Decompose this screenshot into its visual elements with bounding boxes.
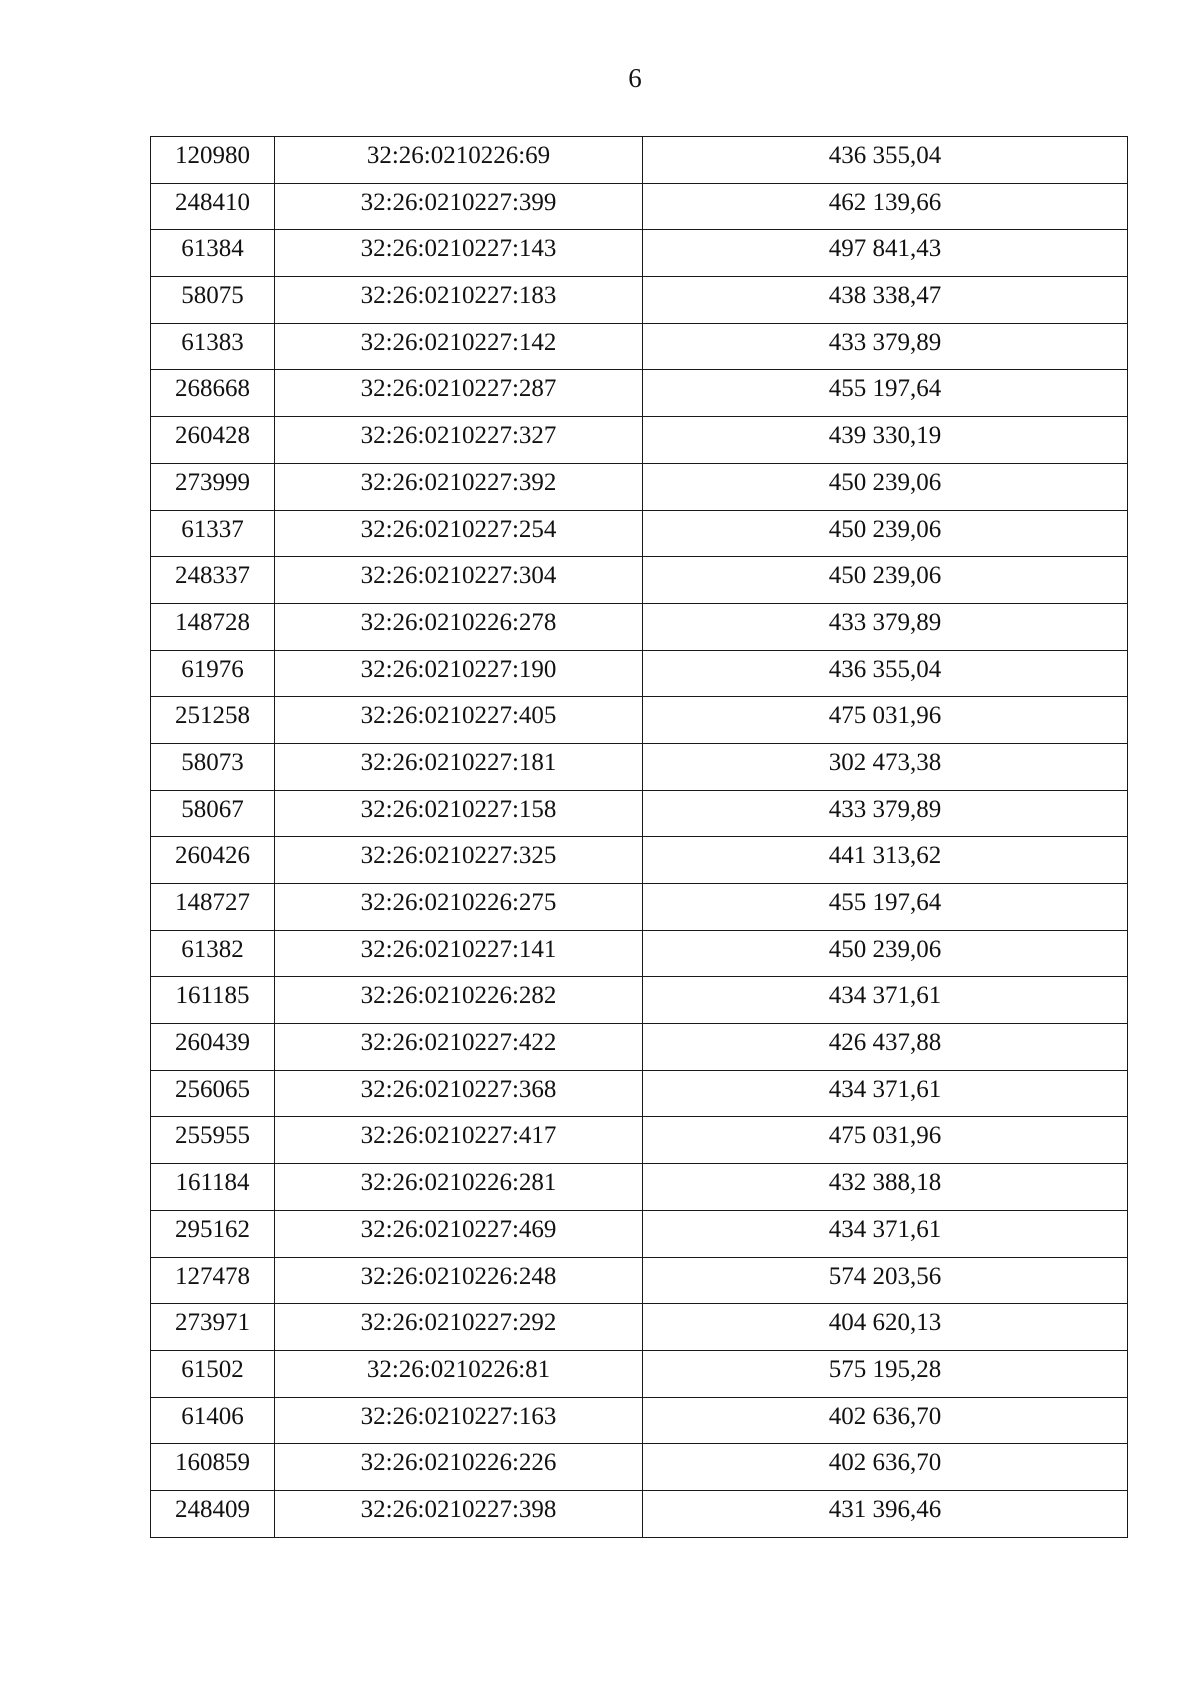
- amount-cell: 455 197,64: [643, 370, 1128, 417]
- table-row: [151, 1350, 1128, 1397]
- cadastral-number-cell: 32:26:0210226:275: [275, 884, 643, 931]
- cadastral-number-cell: 32:26:0210226:248: [275, 1257, 643, 1304]
- record-id-cell: 58075: [151, 277, 275, 324]
- record-id-cell: 161184: [151, 1164, 275, 1211]
- record-id-cell: 127478: [151, 1257, 275, 1304]
- record-id-cell: 161185: [151, 977, 275, 1024]
- record-id-cell: 61976: [151, 650, 275, 697]
- table-row: [151, 837, 1128, 884]
- table-row: [151, 370, 1128, 417]
- table-row: [151, 277, 1128, 324]
- record-id-cell: 273971: [151, 1304, 275, 1351]
- record-id-cell: 268668: [151, 370, 275, 417]
- amount-cell: 462 139,66: [643, 183, 1128, 230]
- amount-cell: 574 203,56: [643, 1257, 1128, 1304]
- amount-cell: 434 371,61: [643, 977, 1128, 1024]
- record-id-cell: 58073: [151, 743, 275, 790]
- table-row: [151, 884, 1128, 931]
- cadastral-number-cell: 32:26:0210227:292: [275, 1304, 643, 1351]
- amount-cell: 438 338,47: [643, 277, 1128, 324]
- amount-cell: 450 239,06: [643, 930, 1128, 977]
- amount-cell: 433 379,89: [643, 323, 1128, 370]
- cadastral-number-cell: 32:26:0210227:158: [275, 790, 643, 837]
- record-id-cell: 61384: [151, 230, 275, 277]
- cadastral-number-cell: 32:26:0210226:282: [275, 977, 643, 1024]
- cadastral-number-cell: 32:26:0210227:417: [275, 1117, 643, 1164]
- cadastral-number-cell: 32:26:0210227:392: [275, 463, 643, 510]
- amount-cell: 402 636,70: [643, 1444, 1128, 1491]
- table-row: [151, 977, 1128, 1024]
- amount-cell: 441 313,62: [643, 837, 1128, 884]
- table-row: [151, 323, 1128, 370]
- cadastral-number-cell: 32:26:0210227:143: [275, 230, 643, 277]
- table-row: [151, 1490, 1128, 1537]
- cadastral-number-cell: 32:26:0210227:327: [275, 417, 643, 464]
- amount-cell: 404 620,13: [643, 1304, 1128, 1351]
- cadastral-number-cell: 32:26:0210227:181: [275, 743, 643, 790]
- cadastral-number-cell: 32:26:0210227:469: [275, 1210, 643, 1257]
- record-id-cell: 295162: [151, 1210, 275, 1257]
- table-row: [151, 650, 1128, 697]
- cadastral-number-cell: 32:26:0210227:368: [275, 1070, 643, 1117]
- table-row: [151, 557, 1128, 604]
- amount-cell: 302 473,38: [643, 743, 1128, 790]
- record-id-cell: 148728: [151, 603, 275, 650]
- amount-cell: 426 437,88: [643, 1024, 1128, 1071]
- record-id-cell: 61383: [151, 323, 275, 370]
- record-id-cell: 248337: [151, 557, 275, 604]
- amount-cell: 475 031,96: [643, 697, 1128, 744]
- amount-cell: 436 355,04: [643, 650, 1128, 697]
- table-row: [151, 183, 1128, 230]
- amount-cell: 439 330,19: [643, 417, 1128, 464]
- cadastral-number-cell: 32:26:0210226:226: [275, 1444, 643, 1491]
- table-row: [151, 603, 1128, 650]
- record-id-cell: 273999: [151, 463, 275, 510]
- cadastral-number-cell: 32:26:0210227:304: [275, 557, 643, 604]
- cadastral-number-cell: 32:26:0210226:69: [275, 137, 643, 184]
- table-row: [151, 463, 1128, 510]
- cadastral-number-cell: 32:26:0210227:142: [275, 323, 643, 370]
- cadastral-number-cell: 32:26:0210227:325: [275, 837, 643, 884]
- amount-cell: 455 197,64: [643, 884, 1128, 931]
- amount-cell: 434 371,61: [643, 1070, 1128, 1117]
- table-row: [151, 1210, 1128, 1257]
- record-id-cell: 61337: [151, 510, 275, 557]
- table-row: [151, 1024, 1128, 1071]
- table-body: [151, 137, 1128, 1538]
- record-id-cell: 255955: [151, 1117, 275, 1164]
- table-row: [151, 417, 1128, 464]
- cadastral-number-cell: 32:26:0210227:287: [275, 370, 643, 417]
- cadastral-number-cell: 32:26:0210226:281: [275, 1164, 643, 1211]
- cadastral-number-cell: 32:26:0210227:183: [275, 277, 643, 324]
- table-row: [151, 1117, 1128, 1164]
- cadastral-number-cell: 32:26:0210227:398: [275, 1490, 643, 1537]
- amount-cell: 432 388,18: [643, 1164, 1128, 1211]
- table-row: [151, 697, 1128, 744]
- table-row: [151, 137, 1128, 184]
- table-row: [151, 743, 1128, 790]
- table-row: [151, 930, 1128, 977]
- amount-cell: 450 239,06: [643, 510, 1128, 557]
- cadastral-number-cell: 32:26:0210227:190: [275, 650, 643, 697]
- amount-cell: 433 379,89: [643, 790, 1128, 837]
- data-table: [150, 136, 1128, 1538]
- record-id-cell: 248410: [151, 183, 275, 230]
- cadastral-number-cell: 32:26:0210226:81: [275, 1350, 643, 1397]
- amount-cell: 433 379,89: [643, 603, 1128, 650]
- amount-cell: 436 355,04: [643, 137, 1128, 184]
- cadastral-number-cell: 32:26:0210227:254: [275, 510, 643, 557]
- record-id-cell: 61406: [151, 1397, 275, 1444]
- cadastral-number-cell: 32:26:0210227:399: [275, 183, 643, 230]
- cadastral-number-cell: 32:26:0210227:163: [275, 1397, 643, 1444]
- record-id-cell: 160859: [151, 1444, 275, 1491]
- amount-cell: 431 396,46: [643, 1490, 1128, 1537]
- cadastral-number-cell: 32:26:0210227:141: [275, 930, 643, 977]
- record-id-cell: 256065: [151, 1070, 275, 1117]
- amount-cell: 402 636,70: [643, 1397, 1128, 1444]
- record-id-cell: 120980: [151, 137, 275, 184]
- table-row: [151, 1257, 1128, 1304]
- record-id-cell: 251258: [151, 697, 275, 744]
- table-row: [151, 510, 1128, 557]
- table-row: [151, 790, 1128, 837]
- record-id-cell: 61502: [151, 1350, 275, 1397]
- record-id-cell: 260426: [151, 837, 275, 884]
- amount-cell: 450 239,06: [643, 463, 1128, 510]
- page-number: 6: [628, 63, 642, 93]
- table-row: [151, 1397, 1128, 1444]
- amount-cell: 575 195,28: [643, 1350, 1128, 1397]
- table-row: [151, 1070, 1128, 1117]
- amount-cell: 497 841,43: [643, 230, 1128, 277]
- record-id-cell: 58067: [151, 790, 275, 837]
- amount-cell: 475 031,96: [643, 1117, 1128, 1164]
- amount-cell: 450 239,06: [643, 557, 1128, 604]
- cadastral-number-cell: 32:26:0210227:422: [275, 1024, 643, 1071]
- record-id-cell: 260439: [151, 1024, 275, 1071]
- table-row: [151, 1164, 1128, 1211]
- table-row: [151, 230, 1128, 277]
- cadastral-number-cell: 32:26:0210226:278: [275, 603, 643, 650]
- table-row: [151, 1304, 1128, 1351]
- record-id-cell: 148727: [151, 884, 275, 931]
- record-id-cell: 61382: [151, 930, 275, 977]
- record-id-cell: 260428: [151, 417, 275, 464]
- table-row: [151, 1444, 1128, 1491]
- cadastral-number-cell: 32:26:0210227:405: [275, 697, 643, 744]
- amount-cell: 434 371,61: [643, 1210, 1128, 1257]
- record-id-cell: 248409: [151, 1490, 275, 1537]
